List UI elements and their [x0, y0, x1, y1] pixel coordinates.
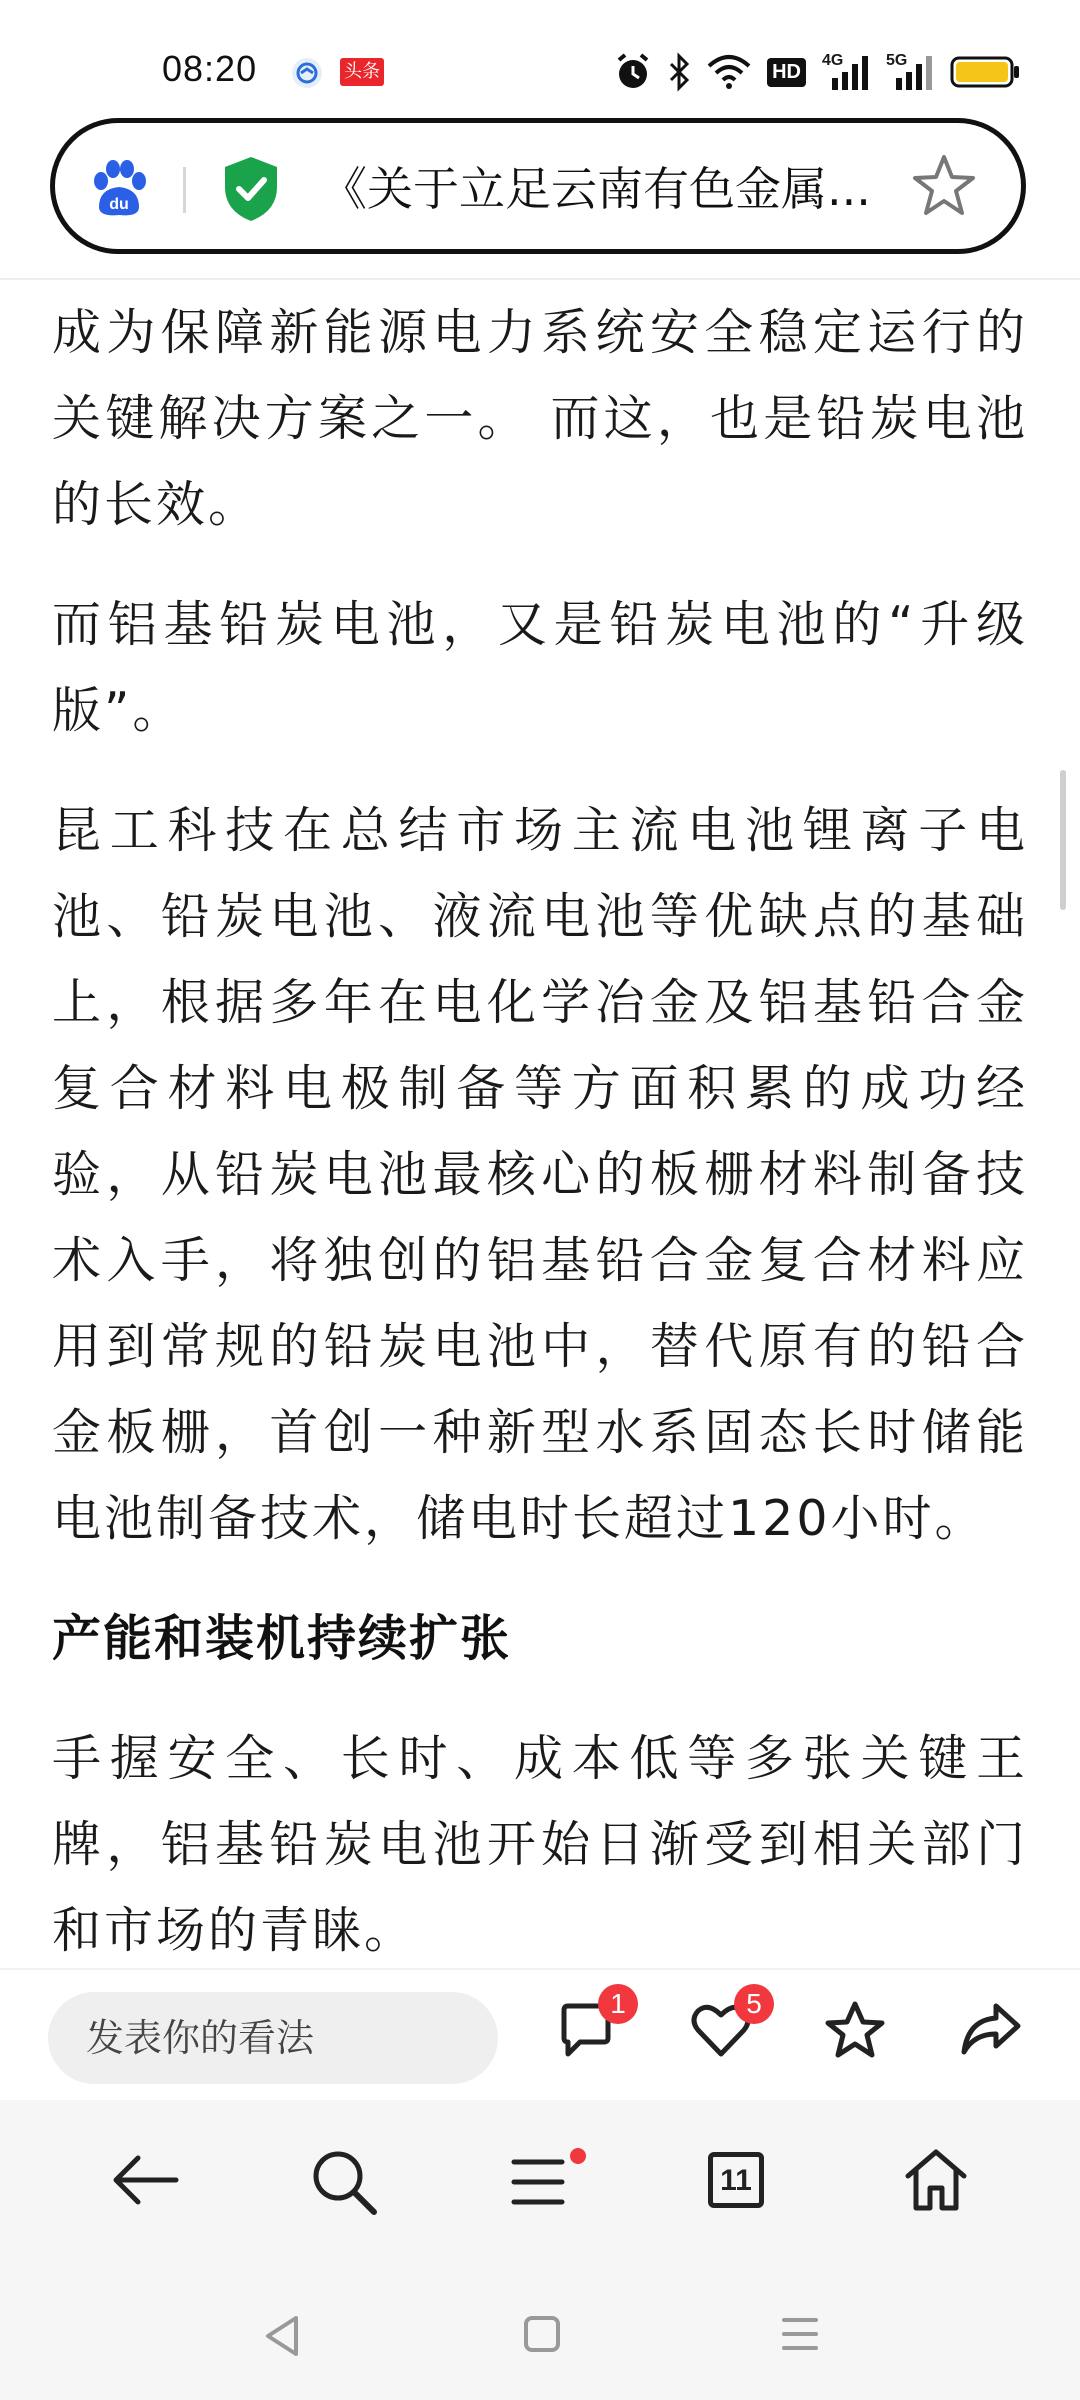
status-time: 08:20	[162, 48, 258, 89]
back-triangle-icon[interactable]	[262, 2314, 302, 2362]
like-count-badge: 5	[734, 1984, 774, 2024]
article-body	[52, 290, 1028, 1970]
search-icon[interactable]	[310, 2148, 380, 2222]
battery-icon	[950, 54, 1020, 90]
page-title[interactable]: 《关于立足云南有色金属...	[321, 162, 871, 216]
comment-input[interactable]: 发表你的看法	[48, 1992, 498, 2084]
header-divider	[0, 278, 1080, 280]
menu-notification-dot	[570, 2148, 586, 2164]
scrollbar-thumb[interactable]	[1060, 770, 1066, 910]
signal-5g-icon	[886, 52, 934, 92]
share-icon[interactable]	[960, 2000, 1022, 2064]
back-icon[interactable]	[110, 2148, 182, 2216]
baidu-logo-text: du	[109, 196, 129, 213]
address-divider	[183, 167, 186, 213]
article-paragraph: 而铝基铅炭电池，又是铅炭电池的“升级版”。	[52, 596, 1028, 739]
article-paragraph: 昆工科技在总结市场主流电池锂离子电池、铅炭电池、液流电池等优缺点的基础上，根据多年在电化学冶金及铝基铅合金复合材料电极制备等方面积累的成功经验，从铅炭电池最核心的板栅材料制备技术入手，将独创的铝基铅合金复合材料应用到常规的铅炭电池中，替代原有的铅合金板栅，首创一种新型水系固态长时储能电池制备技术，储电时长超过120小时。	[52, 802, 1028, 1547]
favorite-star-icon[interactable]	[824, 2000, 886, 2064]
tabs-icon[interactable]: 11	[708, 2152, 764, 2208]
article-paragraph: 手握安全、长时、成本低等多张关键王牌，铝基铅炭电池开始日渐受到相关部门和市场的青睐。	[52, 1730, 1028, 1959]
status-icons	[615, 50, 1020, 94]
toutiao-badge-icon: 头条	[340, 58, 384, 86]
signal-4g-label: 4G	[822, 52, 844, 69]
bookmark-star-icon[interactable]	[911, 153, 977, 223]
security-shield-icon[interactable]	[221, 155, 281, 227]
article-heading: 产能和装机持续扩张	[52, 1610, 512, 1667]
bluetooth-icon	[667, 52, 691, 92]
hd-icon: HD	[767, 58, 806, 87]
home-square-icon[interactable]	[522, 2314, 562, 2358]
article-paragraph: 成为保障新能源电力系统安全稳定运行的关键解决方案之一。 而这，也是铅炭电池的长效。	[52, 304, 1028, 533]
comment-count-badge: 1	[598, 1984, 638, 2024]
signal-4g-icon	[822, 52, 870, 92]
baidu-logo-icon[interactable]	[89, 159, 149, 223]
menu-icon[interactable]	[510, 2154, 566, 2214]
signal-5g-label: 5G	[886, 52, 908, 69]
notification-app-icon	[290, 56, 324, 94]
system-nav-bar	[0, 2270, 1080, 2400]
alarm-icon	[615, 52, 651, 92]
status-bar	[0, 0, 1080, 110]
browser-nav-bar	[0, 2100, 1080, 2270]
address-bar[interactable]	[50, 118, 1026, 254]
comment-bar	[0, 1968, 1080, 2100]
home-icon[interactable]	[902, 2146, 970, 2218]
wifi-icon	[707, 54, 751, 90]
recents-lines-icon[interactable]	[780, 2314, 820, 2358]
